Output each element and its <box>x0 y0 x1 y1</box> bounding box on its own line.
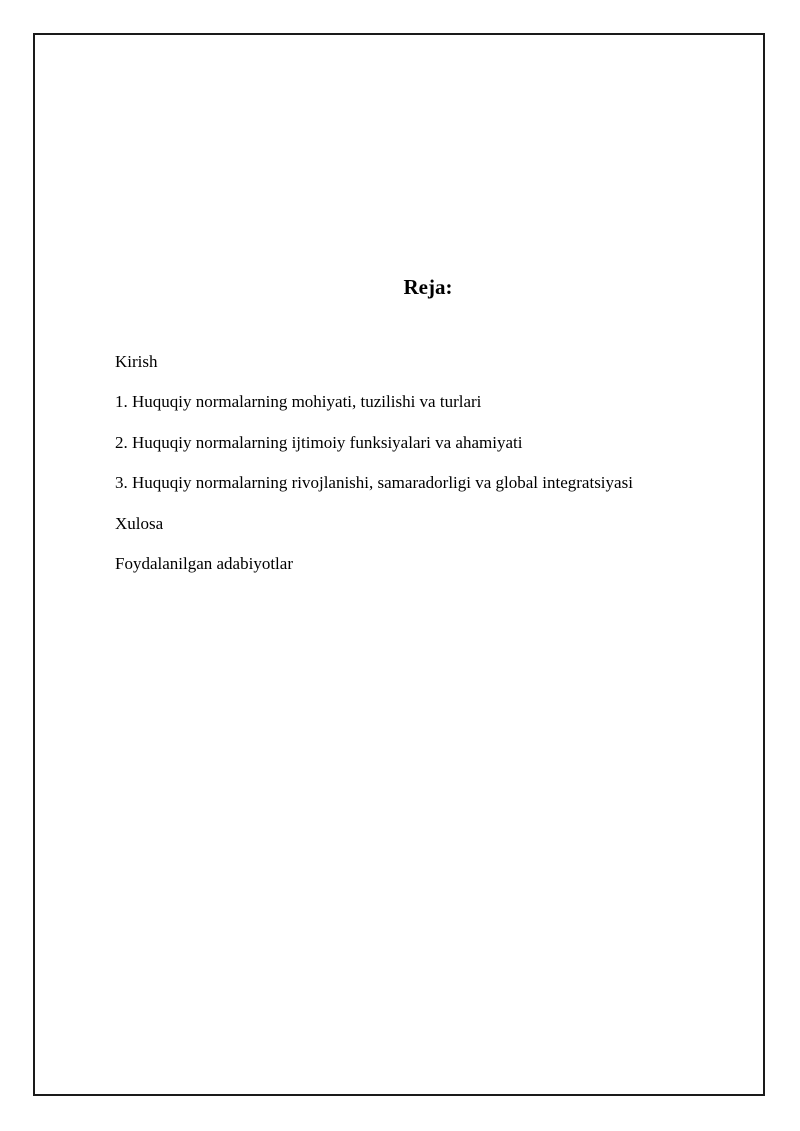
toc-item-introduction: Kirish <box>115 352 158 371</box>
toc-item-conclusion: Xulosa <box>115 513 164 533</box>
page-title: Reja: <box>403 275 453 299</box>
toc-item-chapter-1: 1. Huquqiy normalarning mohiyati, tuzilishi va turlari <box>115 392 482 412</box>
toc-item-chapter-2: 2. Huquqiy normalarning ijtimoiy funksiyalari va ahamiyati <box>115 432 523 452</box>
toc-item-chapter-3: 3. Huquqiy normalarning rivojlanishi, samaradorligi va global integratsiyasi <box>115 473 633 493</box>
table-of-contents <box>115 350 633 592</box>
toc-item-references: Foydalanilgan adabiyotlar <box>115 553 293 573</box>
